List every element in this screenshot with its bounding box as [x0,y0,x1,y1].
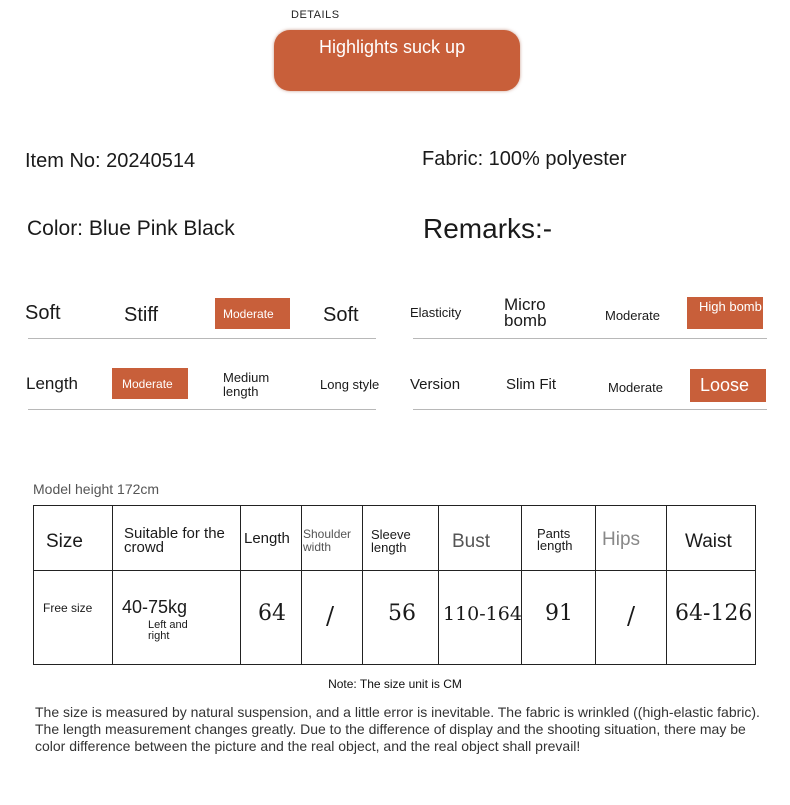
softness-option-soft: Soft [323,304,359,326]
softness-option-stiff: Stiff [124,304,159,326]
header-crowd: Suitable for the crowd [124,525,225,556]
cell-bust: 110-164 [443,603,522,625]
table-column-divider [521,506,522,664]
elasticity-label: Elasticity [410,305,462,320]
details-label: DETAILS [291,9,340,21]
length-option-long: Long style [320,377,380,392]
elasticity-divider [413,338,767,339]
header-shoulder-width: Shoulder width [303,527,352,554]
size-unit-note: Note: The size unit is CM [328,677,462,691]
header-length: Length [244,530,290,547]
header-bust: Bust [452,531,491,552]
softness-label: Soft [25,302,61,324]
version-option-moderate: Moderate [608,380,663,395]
highlight-banner: Highlights suck up [274,30,520,91]
version-label: Version [410,376,461,393]
header-pants-length: Pants length [537,526,573,553]
table-column-divider [438,506,439,664]
version-option-slim-fit: Slim Fit [506,376,556,393]
color-info: Color: Blue Pink Black [27,217,235,240]
header-size: Size [46,531,83,552]
cell-pants-length: 91 [545,601,573,626]
version-divider [413,409,767,410]
disclaimer-text: The size is measured by natural suspension, and a little error is inevitable. The fabric is wrinkled ((high-elastic fabric). The length measurement changes greatly. Due to the difference of display and the shooting situation, there may be color difference between the picture and the real object, and the real object shall prevail! [35,704,760,754]
table-column-divider [301,506,302,664]
cell-waist: 64-126 [675,601,753,626]
cell-crowd-weight: 40-75kg [122,597,188,617]
cell-size: Free size [43,601,93,615]
length-label: Length [26,374,78,393]
item-number: Item No: 20240514 [25,150,196,172]
version-option-loose: Loose [690,369,766,402]
cell-sleeve-length: 56 [388,601,416,626]
length-option-moderate: Moderate [112,368,188,399]
table-column-divider [595,506,596,664]
cell-length: 64 [258,601,286,626]
elasticity-option-moderate: Moderate [605,308,660,323]
softness-option-moderate: Moderate [215,298,290,329]
table-column-divider [112,506,113,664]
cell-hips: / [627,602,636,630]
header-hips: Hips [602,529,641,550]
table-column-divider [240,506,241,664]
elasticity-option-micro-bomb: Micro bomb [504,295,547,330]
size-table [33,505,756,665]
header-sleeve-length: Sleeve length [371,527,411,555]
remarks-info: Remarks:- [423,213,553,244]
model-height: Model height 172cm [33,481,160,497]
fabric-info: Fabric: 100% polyester [422,148,627,170]
elasticity-option-high-bomb: High bomb [687,297,763,329]
cell-shoulder-width: / [326,602,335,630]
length-divider [28,409,376,410]
softness-divider [28,338,376,339]
cell-crowd-note: Left and right [148,619,188,642]
header-waist: Waist [685,531,732,552]
length-option-medium: Medium length [223,370,270,399]
table-column-divider [666,506,667,664]
table-row-divider [34,570,755,571]
